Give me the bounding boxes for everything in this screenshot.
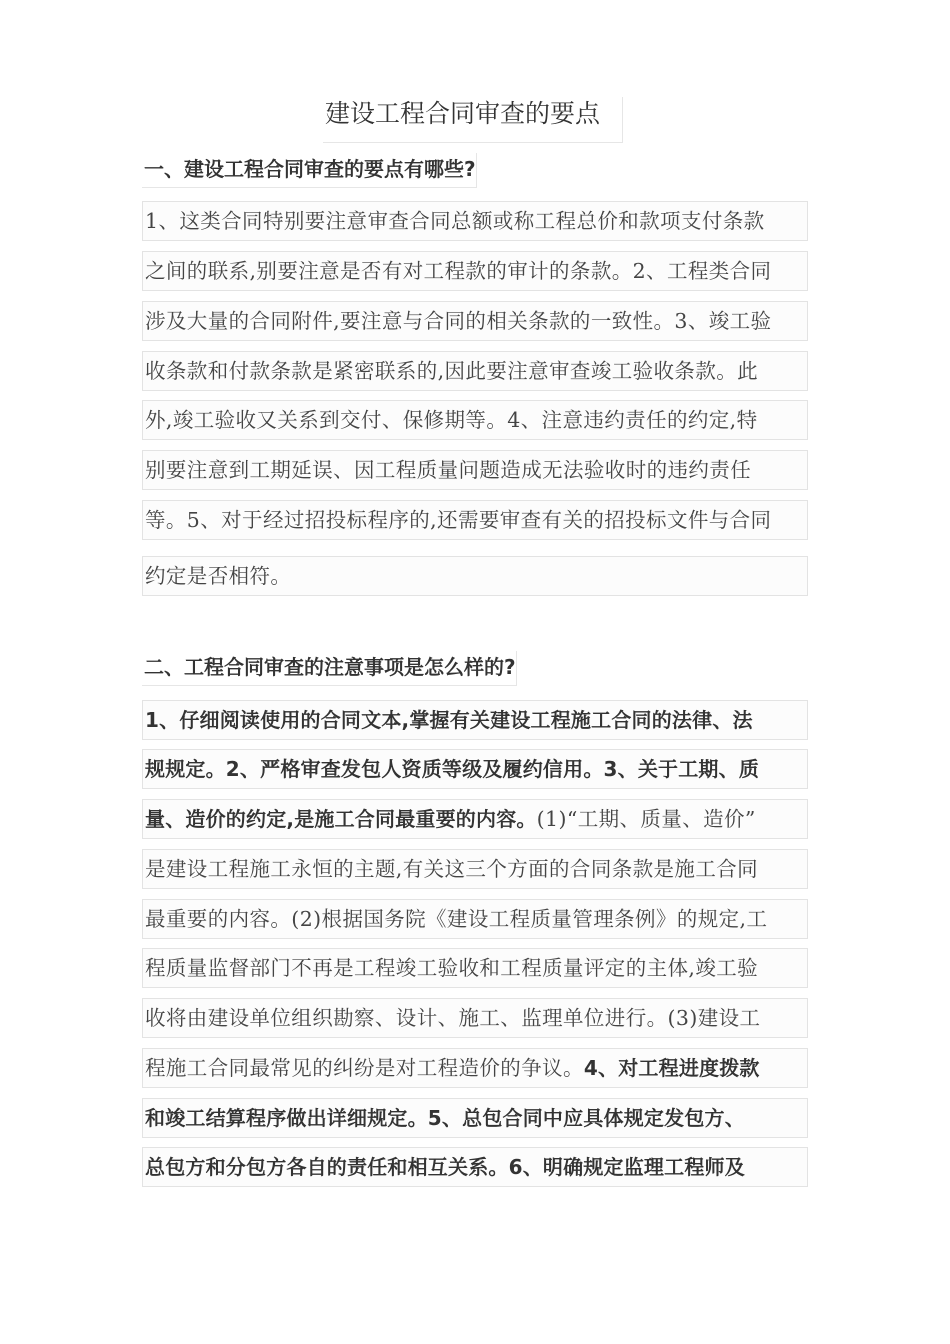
section2-line-normal-part: 程施工合同最常见的纠纷是对工程造价的争议。 [145, 1056, 584, 1080]
section2-line-bold-part: 4、对工程进度拨款 [583, 1056, 760, 1080]
section1-line: 别要注意到工期延误、因工程质量问题造成无法验收时的违约责任 [142, 450, 808, 490]
section2-line: 1、仔细阅读使用的合同文本,掌握有关建设工程施工合同的法律、法 [142, 700, 808, 740]
section2-line: 最重要的内容。(2)根据国务院《建设工程质量管理条例》的规定,工 [142, 899, 808, 939]
section1-line: 涉及大量的合同附件,要注意与合同的相关条款的一致性。3、竣工验 [142, 301, 808, 341]
section2-line: 程质量监督部门不再是工程竣工验收和工程质量评定的主体,竣工验 [142, 948, 808, 988]
section1-heading: 一、建设工程合同审查的要点有哪些? [142, 153, 477, 188]
section2-line: 总包方和分包方各自的责任和相互关系。6、明确规定监理工程师及 [142, 1147, 808, 1187]
section2-line [142, 1048, 808, 1088]
section1-line: 约定是否相符。 [142, 556, 808, 596]
section1-line: 等。5、对于经过招投标程序的,还需要审查有关的招投标文件与合同 [142, 500, 808, 540]
section2-line-normal-part: (1)“工期、质量、造价” [536, 807, 756, 831]
section1-line: 外,竣工验收又关系到交付、保修期等。4、注意违约责任的约定,特 [142, 400, 808, 440]
section2-line: 和竣工结算程序做出详细规定。5、总包合同中应具体规定发包方、 [142, 1098, 808, 1138]
section2-line: 是建设工程施工永恒的主题,有关这三个方面的合同条款是施工合同 [142, 849, 808, 889]
section1-line: 之间的联系,别要注意是否有对工程款的审计的条款。2、工程类合同 [142, 251, 808, 291]
section2-line: 规规定。2、严格审查发包人资质等级及履约信用。3、关于工期、质 [142, 749, 808, 789]
section2-heading: 二、工程合同审查的注意事项是怎么样的? [142, 651, 517, 686]
section2-line [142, 799, 808, 839]
section1-line: 1、这类合同特别要注意审查合同总额或称工程总价和款项支付条款 [142, 201, 808, 241]
section2-line-bold-part: 量、造价的约定,是施工合同最重要的内容。 [145, 807, 537, 831]
section2-line: 收将由建设单位组织勘察、设计、施工、监理单位进行。(3)建设工 [142, 998, 808, 1038]
section1-line: 收条款和付款条款是紧密联系的,因此要注意审查竣工验收条款。此 [142, 351, 808, 391]
document-title: 建设工程合同审查的要点 [323, 97, 623, 143]
